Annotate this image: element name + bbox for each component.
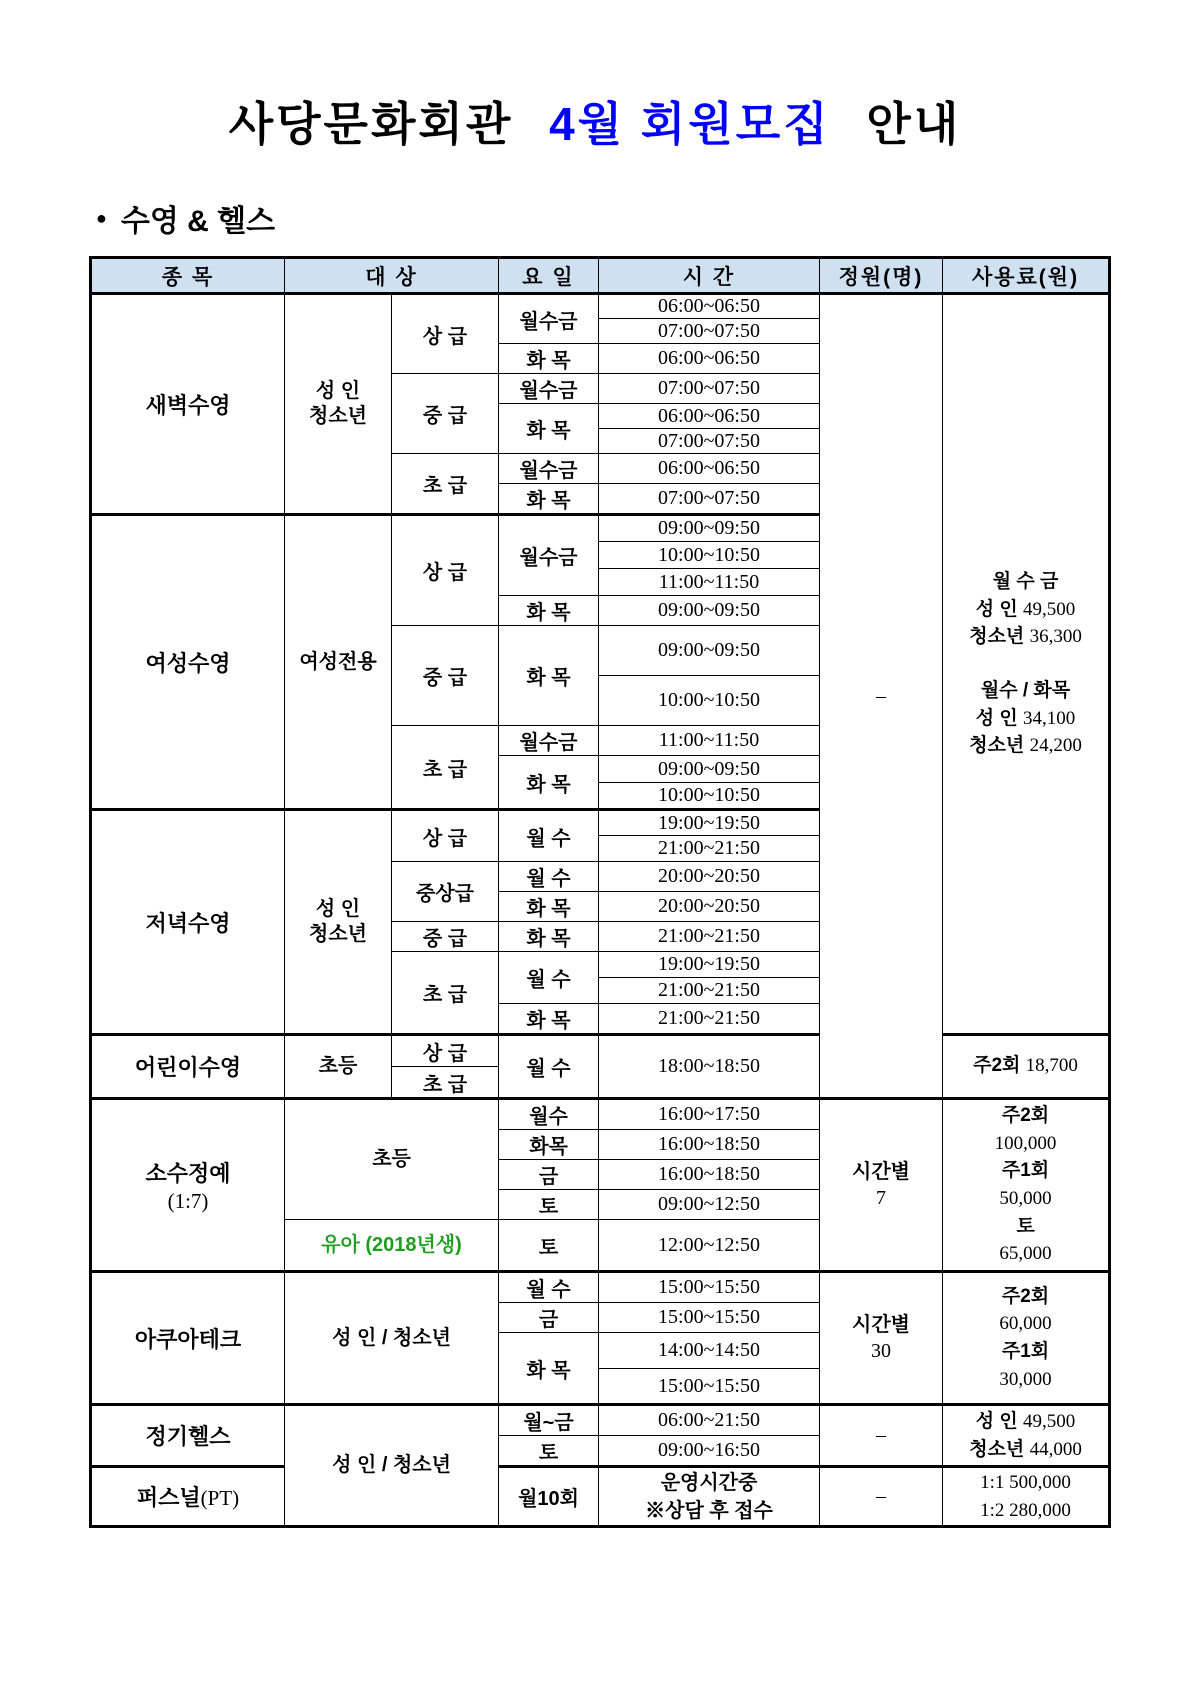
target-cell: 성 인 / 청소년 bbox=[285, 1405, 499, 1527]
time-cell: 10:00~10:50 bbox=[599, 542, 820, 569]
target-line: 성 인 bbox=[315, 380, 361, 402]
day-cell: 화 목 bbox=[499, 596, 599, 626]
fee-value: 65,000 bbox=[999, 1243, 1052, 1265]
day-cell: 화 목 bbox=[499, 626, 599, 726]
section-name-line: 퍼스널 bbox=[136, 1485, 201, 1510]
fee-value: 60,000 bbox=[999, 1313, 1052, 1335]
table-row bbox=[91, 1272, 1110, 1303]
day-cell: 월 수 bbox=[499, 952, 599, 1004]
day-cell: 월수금 bbox=[499, 294, 599, 344]
time-cell: 20:00~20:50 bbox=[599, 892, 820, 922]
day-cell: 토 bbox=[499, 1436, 599, 1467]
day-cell: 월~금 bbox=[499, 1405, 599, 1436]
day-cell: 금 bbox=[499, 1160, 599, 1190]
header-time: 시 간 bbox=[599, 258, 820, 294]
capacity-gym-cell bbox=[820, 1405, 943, 1467]
time-cell: 15:00~15:50 bbox=[599, 1272, 820, 1303]
fee-pt-cell bbox=[943, 1467, 1110, 1527]
table-row bbox=[91, 1405, 1110, 1436]
section-heading-swim-fitness bbox=[96, 196, 1190, 240]
fee-value: 34,100 bbox=[1023, 707, 1076, 729]
target-cell bbox=[285, 810, 392, 1035]
fee-value: 100,000 bbox=[994, 1132, 1057, 1154]
target-cell: 성 인 / 청소년 bbox=[285, 1272, 499, 1405]
day-cell: 월수금 bbox=[499, 726, 599, 756]
fee-label: 주1회 bbox=[1001, 1341, 1050, 1362]
capacity-value: – bbox=[876, 1485, 887, 1507]
time-cell: 21:00~21:50 bbox=[599, 836, 820, 862]
section-name-kids-swim: 어린이수영 bbox=[91, 1035, 285, 1099]
time-cell: 19:00~19:50 bbox=[599, 810, 820, 836]
time-cell: 19:00~19:50 bbox=[599, 952, 820, 978]
day-cell: 화목 bbox=[499, 1130, 599, 1160]
time-cell: 09:00~16:50 bbox=[599, 1436, 820, 1467]
fee-value: 1:1 500,000 bbox=[980, 1471, 1071, 1493]
time-cell: 21:00~21:50 bbox=[599, 922, 820, 952]
day-cell: 월수 bbox=[499, 1099, 599, 1130]
section-name-personal-training bbox=[91, 1467, 285, 1527]
time-cell: 07:00~07:50 bbox=[599, 374, 820, 404]
day-cell: 월 수 bbox=[499, 810, 599, 862]
table-header-row bbox=[91, 258, 1110, 294]
fee-swim-cell bbox=[943, 294, 1110, 1035]
time-cell: 06:00~21:50 bbox=[599, 1405, 820, 1436]
section-name-small-group bbox=[91, 1099, 285, 1272]
header-capacity: 정원(명) bbox=[820, 258, 943, 294]
time-cell: 09:00~12:50 bbox=[599, 1190, 820, 1220]
day-cell: 토 bbox=[499, 1190, 599, 1220]
time-cell: 07:00~07:50 bbox=[599, 429, 820, 454]
time-cell: 15:00~15:50 bbox=[599, 1303, 820, 1333]
section-name-line: 소수정예 bbox=[145, 1160, 231, 1186]
target-cell: 여성전용 bbox=[285, 515, 392, 810]
fee-label: 주2회 bbox=[1001, 1105, 1050, 1127]
fee-gym-cell bbox=[943, 1405, 1110, 1467]
fee-label: 청소년 bbox=[969, 626, 1025, 648]
fee-label: 성 인 bbox=[975, 1410, 1018, 1432]
time-cell: 16:00~17:50 bbox=[599, 1099, 820, 1130]
time-cell: 18:00~18:50 bbox=[599, 1035, 820, 1099]
day-cell: 월10회 bbox=[499, 1467, 599, 1527]
schedule-table bbox=[89, 256, 1111, 1528]
target-cell bbox=[285, 294, 392, 515]
time-cell: 16:00~18:50 bbox=[599, 1160, 820, 1190]
pt-note-line: ※상담 후 접수 bbox=[645, 1499, 773, 1522]
level-cell: 초 급 bbox=[392, 952, 499, 1035]
page-title bbox=[0, 88, 1190, 154]
title-suffix: 안내 bbox=[866, 98, 962, 150]
capacity-value: – bbox=[876, 1424, 887, 1446]
fee-small-group-cell bbox=[943, 1099, 1110, 1272]
time-cell: 06:00~06:50 bbox=[599, 344, 820, 374]
fee-label: 성 인 bbox=[975, 707, 1018, 729]
level-cell: 초 급 bbox=[392, 1067, 499, 1099]
table-row bbox=[91, 1099, 1110, 1130]
time-cell bbox=[599, 1467, 820, 1527]
time-cell: 21:00~21:50 bbox=[599, 978, 820, 1004]
target-line: 청소년 bbox=[309, 405, 367, 427]
fee-label: 청소년 bbox=[969, 1438, 1025, 1460]
fee-label: 청소년 bbox=[969, 735, 1025, 757]
day-cell: 화 목 bbox=[499, 1333, 599, 1405]
level-cell: 상 급 bbox=[392, 810, 499, 862]
time-cell: 06:00~06:50 bbox=[599, 404, 820, 429]
time-cell: 15:00~15:50 bbox=[599, 1369, 820, 1405]
section-name-suffix: (PT) bbox=[200, 1486, 240, 1510]
section-name-dawn-swim: 새벽수영 bbox=[91, 294, 285, 515]
day-cell: 금 bbox=[499, 1303, 599, 1333]
capacity-value: 30 bbox=[871, 1340, 892, 1362]
fee-label: 성 인 bbox=[975, 598, 1018, 620]
level-cell: 상 급 bbox=[392, 294, 499, 374]
fee-value: 50,000 bbox=[999, 1188, 1052, 1209]
fee-label: 주2회 bbox=[973, 1055, 1021, 1077]
day-cell: 월 수 bbox=[499, 1272, 599, 1303]
fee-label: 주1회 bbox=[1001, 1160, 1050, 1182]
time-cell: 07:00~07:50 bbox=[599, 484, 820, 515]
header-fee: 사용료(원) bbox=[943, 258, 1110, 294]
section-heading-label: 수영 & 헬스 bbox=[120, 205, 276, 238]
time-cell: 14:00~14:50 bbox=[599, 1333, 820, 1369]
fee-value: 36,300 bbox=[1029, 626, 1082, 648]
time-cell: 11:00~11:50 bbox=[599, 726, 820, 756]
capacity-label: 시간별 bbox=[852, 1314, 910, 1336]
time-cell: 11:00~11:50 bbox=[599, 569, 820, 596]
day-cell: 월수금 bbox=[499, 374, 599, 404]
table-row bbox=[91, 294, 1110, 319]
capacity-aqua-cell bbox=[820, 1272, 943, 1405]
time-cell: 09:00~09:50 bbox=[599, 596, 820, 626]
header-item: 종 목 bbox=[91, 258, 285, 294]
section-name-ratio: (1:7) bbox=[167, 1188, 209, 1213]
capacity-value: – bbox=[876, 684, 887, 707]
time-cell: 12:00~12:50 bbox=[599, 1220, 820, 1272]
target-cell: 초등 bbox=[285, 1035, 392, 1099]
day-cell: 화 목 bbox=[499, 892, 599, 922]
capacity-pt-cell bbox=[820, 1467, 943, 1527]
time-cell: 10:00~10:50 bbox=[599, 676, 820, 726]
time-cell: 09:00~09:50 bbox=[599, 756, 820, 783]
level-cell: 초 급 bbox=[392, 726, 499, 810]
capacity-value: 7 bbox=[876, 1187, 887, 1209]
fee-kids-cell bbox=[943, 1035, 1110, 1099]
fee-value: 49,500 bbox=[1023, 598, 1076, 620]
day-cell: 화 목 bbox=[499, 922, 599, 952]
target-line: 성 인 bbox=[315, 898, 361, 920]
section-name-aqua-tech: 아쿠아테크 bbox=[91, 1272, 285, 1405]
table-row bbox=[91, 1035, 1110, 1067]
fee-value: 49,500 bbox=[1023, 1410, 1076, 1432]
day-cell: 화 목 bbox=[499, 404, 599, 454]
fee-label: 토 bbox=[1016, 1215, 1035, 1237]
day-cell: 월수금 bbox=[499, 454, 599, 484]
header-day: 요 일 bbox=[499, 258, 599, 294]
fee-label: 주2회 bbox=[1001, 1285, 1050, 1307]
fee-value: 30,000 bbox=[999, 1368, 1052, 1390]
title-recruit-highlight: 4월 회원모집 bbox=[549, 98, 831, 150]
day-cell: 화 목 bbox=[499, 1004, 599, 1035]
capacity-small-group-cell bbox=[820, 1099, 943, 1272]
capacity-label: 시간별 bbox=[852, 1161, 910, 1183]
level-cell: 초 급 bbox=[392, 454, 499, 515]
time-cell: 10:00~10:50 bbox=[599, 783, 820, 810]
fee-aqua-cell bbox=[943, 1272, 1110, 1405]
header-target: 대 상 bbox=[285, 258, 499, 294]
fee-value: 24,200 bbox=[1029, 735, 1082, 757]
capacity-swim-cell bbox=[820, 294, 943, 1099]
time-cell: 06:00~06:50 bbox=[599, 454, 820, 484]
level-cell: 상 급 bbox=[392, 515, 499, 626]
target-line: 청소년 bbox=[309, 923, 367, 945]
section-name-gym: 정기헬스 bbox=[91, 1405, 285, 1467]
section-name-women-swim: 여성수영 bbox=[91, 515, 285, 810]
title-facility-name: 사당문화회관 bbox=[228, 98, 514, 150]
level-cell: 중상급 bbox=[392, 862, 499, 922]
level-cell: 중 급 bbox=[392, 626, 499, 726]
fee-value: 44,000 bbox=[1029, 1438, 1082, 1460]
day-cell: 월 수 bbox=[499, 1035, 599, 1099]
pt-time-line: 운영시간중 bbox=[660, 1471, 758, 1494]
target-cell: 초등 bbox=[285, 1099, 499, 1220]
fee-line: 월 수 금 bbox=[992, 571, 1059, 593]
table-row bbox=[91, 1467, 1110, 1527]
time-cell: 16:00~18:50 bbox=[599, 1130, 820, 1160]
level-cell: 상 급 bbox=[392, 1035, 499, 1067]
day-cell: 월수금 bbox=[499, 515, 599, 596]
day-cell: 화 목 bbox=[499, 344, 599, 374]
target-infant-cell: 유아 (2018년생) bbox=[285, 1220, 499, 1272]
day-cell: 토 bbox=[499, 1220, 599, 1272]
time-cell: 21:00~21:50 bbox=[599, 1004, 820, 1035]
level-cell: 중 급 bbox=[392, 922, 499, 952]
fee-value: 1:2 280,000 bbox=[980, 1499, 1071, 1521]
time-cell: 07:00~07:50 bbox=[599, 319, 820, 344]
section-name-evening-swim: 저녁수영 bbox=[91, 810, 285, 1035]
time-cell: 09:00~09:50 bbox=[599, 515, 820, 542]
day-cell: 월 수 bbox=[499, 862, 599, 892]
fee-value: 18,700 bbox=[1025, 1055, 1078, 1077]
day-cell: 화 목 bbox=[499, 484, 599, 515]
time-cell: 20:00~20:50 bbox=[599, 862, 820, 892]
time-cell: 06:00~06:50 bbox=[599, 294, 820, 319]
level-cell: 중 급 bbox=[392, 374, 499, 454]
time-cell: 09:00~09:50 bbox=[599, 626, 820, 676]
bullet-icon: ● bbox=[96, 208, 107, 228]
day-cell: 화 목 bbox=[499, 756, 599, 810]
fee-line: 월수 / 화목 bbox=[980, 680, 1071, 701]
